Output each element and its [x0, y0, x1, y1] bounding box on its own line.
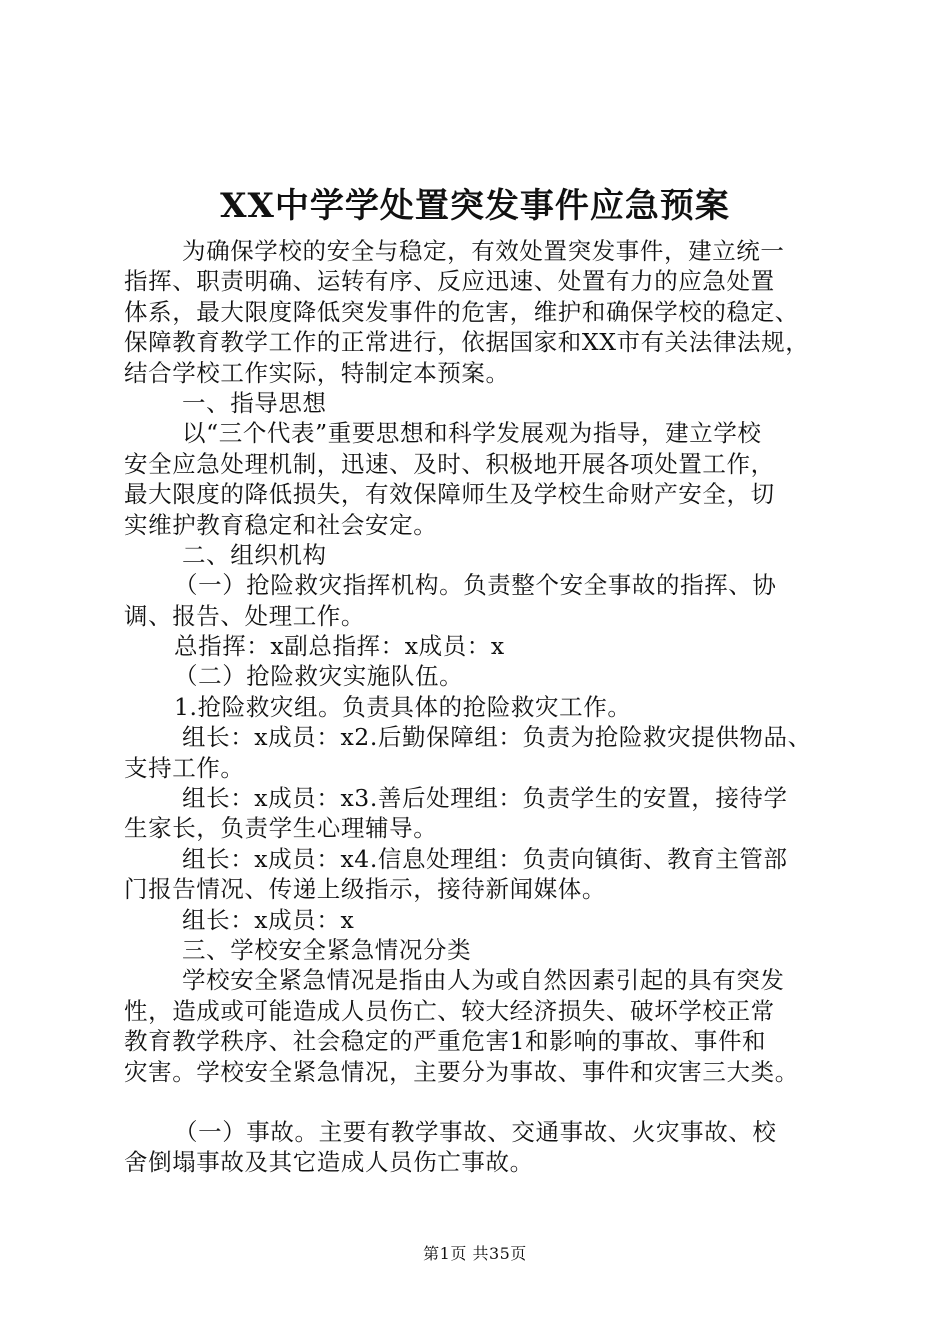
paragraph-line: 灾害。学校安全紧急情况，主要分为事故、事件和灾害三大类。: [124, 1057, 799, 1086]
paragraph-line: 总指挥：x副总指挥：x成员：x: [174, 632, 505, 661]
paragraph-line: 组长：x成员：x2.后勤保障组：负责为抢险救灾提供物品、: [182, 723, 812, 752]
paragraph-line: 生家长，负责学生心理辅导。: [124, 814, 438, 843]
paragraph-line: 调、报告、处理工作。: [124, 601, 365, 630]
paragraph-line: 结合学校工作实际，特制定本预案。: [124, 358, 510, 387]
paragraph-line: 指挥、职责明确、运转有序、反应迅速、处置有力的应急处置: [124, 267, 775, 296]
paragraph-line: 实维护教育稳定和社会安定。: [124, 510, 438, 539]
paragraph-line: 体系，最大限度降低突发事件的危害，维护和确保学校的稳定、: [124, 297, 799, 326]
section-heading: 二、组织机构: [182, 540, 327, 569]
paragraph-line: 1.抢险救灾组。负责具体的抢险救灾工作。: [174, 692, 632, 721]
paragraph-line: 组长：x成员：x4.信息处理组：负责向镇街、教育主管部: [182, 844, 788, 873]
paragraph-line: 以“三个代表”重要思想和科学发展观为指导，建立学校: [182, 419, 762, 448]
paragraph-line: （一）事故。主要有教学事故、交通事故、火灾事故、校: [174, 1117, 777, 1146]
paragraph-line: 学校安全紧急情况是指由人为或自然因素引起的具有突发: [182, 966, 785, 995]
section-heading: 一、指导思想: [182, 388, 327, 417]
paragraph-line: 性，造成或可能造成人员伤亡、较大经济损失、破坏学校正常: [124, 996, 775, 1025]
paragraph-gap: [124, 1087, 836, 1117]
paragraph-line: 保障教育教学工作的正常进行，依据国家和XX市有关法律法规，: [124, 328, 810, 357]
document-title: XX中学学处置突发事件应急预案: [220, 186, 730, 226]
paragraph-line: 安全应急处理机制，迅速、及时、积极地开展各项处置工作，: [124, 449, 775, 478]
paragraph-line: 最大限度的降低损失，有效保障师生及学校生命财产安全，切: [124, 480, 775, 509]
paragraph-line: 支持工作。: [124, 753, 245, 782]
paragraph-line: 组长：x成员：x: [182, 905, 355, 934]
section-heading: 三、学校安全紧急情况分类: [182, 935, 472, 964]
paragraph-line: 为确保学校的安全与稳定，有效处置突发事件，建立统一: [182, 237, 785, 265]
paragraph-line: 组长：x成员：x3.善后处理组：负责学生的安置，接待学: [182, 784, 788, 813]
paragraph-line: （一）抢险救灾指挥机构。负责整个安全事故的指挥、协: [174, 571, 777, 600]
paragraph-line: 舍倒塌事故及其它造成人员伤亡事故。: [124, 1148, 534, 1177]
paragraph-line: （二）抢险救灾实施队伍。: [174, 662, 464, 691]
page-footer: 第1页 共35页: [423, 1244, 527, 1263]
paragraph-line: 教育教学秩序、社会稳定的严重危害1和影响的事故、事件和: [124, 1027, 767, 1056]
document-body: [124, 236, 836, 1178]
paragraph-line: 门报告情况、传递上级指示，接待新闻媒体。: [124, 875, 606, 904]
